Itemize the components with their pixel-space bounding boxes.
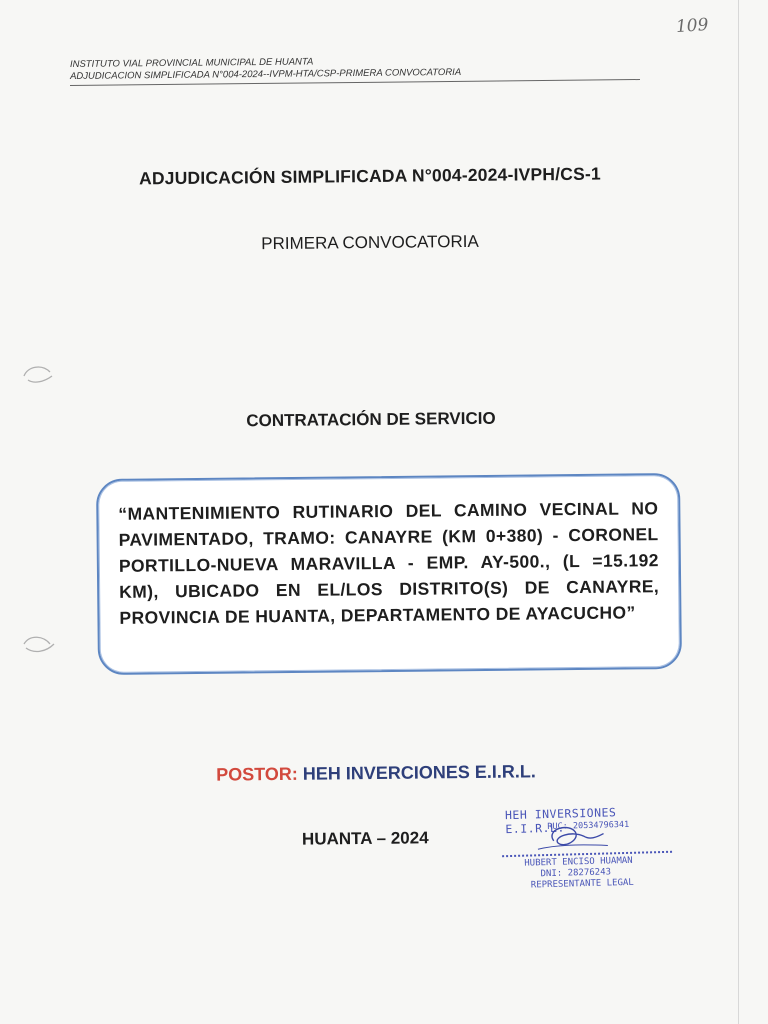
header-institution: INSTITUTO VIAL PROVINCIAL MUNICIPAL DE HUANTA (69, 56, 314, 70)
stamp-ruc: RUC: 20534796341 (547, 819, 630, 833)
page-edge (738, 0, 739, 1024)
document-header (70, 53, 640, 83)
section-title: CONTRATACIÓN DE SERVICIO (246, 408, 496, 431)
punch-hole-mark-icon (20, 362, 60, 386)
document-title: ADJUDICACIÓN SIMPLIFICADA N°004-2024-IVPH/CS-1 (138, 163, 602, 189)
document-subtitle: PRIMERA CONVOCATORIA (261, 231, 479, 254)
header-procedure: ADJUDICACION SIMPLIFICADA N°004-2024--IVPM-HTA/CSP-PRIMERA CONVOCATORIA (70, 66, 462, 82)
company-stamp (497, 804, 677, 899)
place-and-year: HUANTA – 2024 (301, 828, 429, 849)
stamp-company-name: HEH INVERSIONES E.I.R.L. (504, 805, 617, 837)
project-description: “MANTENIMIENTO RUTINARIO DEL CAMINO VECINAL NO PAVIMENTADO, TRAMO: CANAYRE (KM 0+380) - CORONEL PORTILLO-NUEVA MARAVILLA - EMP. AY-500., (L =15.192 KM), UBICADO EN EL/LOS DISTRITO(S) DE CANAYRE, PROVINCIA DE HUANTA, DEPARTAMENTO DE AYACUCHO” (118, 498, 660, 628)
bidder-label: POSTOR: (216, 763, 298, 785)
project-description-box (96, 473, 682, 675)
handwritten-page-number: 109 (675, 14, 710, 38)
signature-icon (525, 817, 616, 855)
stamp-role: REPRESENTANTE LEGAL (530, 877, 634, 891)
bidder-name: HEH INVERCIONES E.I.R.L. (302, 761, 536, 784)
bidder-line (0, 759, 752, 788)
punch-hole-mark-icon (20, 632, 60, 656)
stamp-representative-name: HUBERT ENCISO HUAMAN (524, 855, 633, 869)
stamp-dni: DNI: 28276243 (540, 867, 612, 880)
